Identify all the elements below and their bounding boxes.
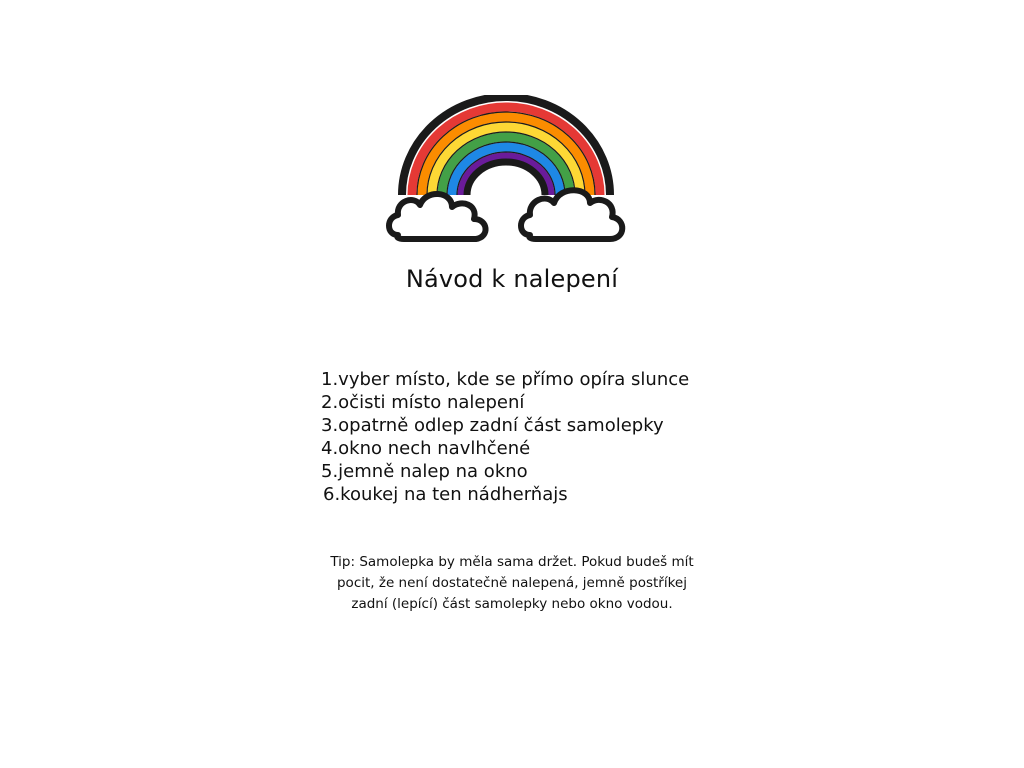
instruction-steps [321, 368, 689, 506]
step-item: 3.opatrně odlep zadní část samolepky [321, 415, 664, 436]
step-item: 5.jemně nalep na okno [321, 461, 528, 482]
step-item: 2.očisti místo nalepení [321, 392, 525, 413]
step-item: 4.okno nech navlhčené [321, 438, 531, 459]
right-cloud-icon [521, 190, 622, 239]
step-item: 1.vyber místo, kde se přímo opíra slunce [321, 369, 690, 390]
tip-line: Tip: Samolepka by měla sama držet. Pokud budeš mít [330, 554, 694, 570]
step-item: 6.koukej na ten nádherňajs [323, 484, 568, 505]
tip-text [262, 552, 762, 615]
page-title: Návod k nalepení [405, 265, 619, 293]
left-cloud-icon [389, 194, 486, 239]
tip-line: zadní (lepící) část samolepky nebo okno vodou. [351, 596, 673, 612]
tip-line: pocit, že není dostatečně nalepená, jemně postříkej [336, 575, 687, 591]
rainbow-icon [384, 95, 628, 249]
